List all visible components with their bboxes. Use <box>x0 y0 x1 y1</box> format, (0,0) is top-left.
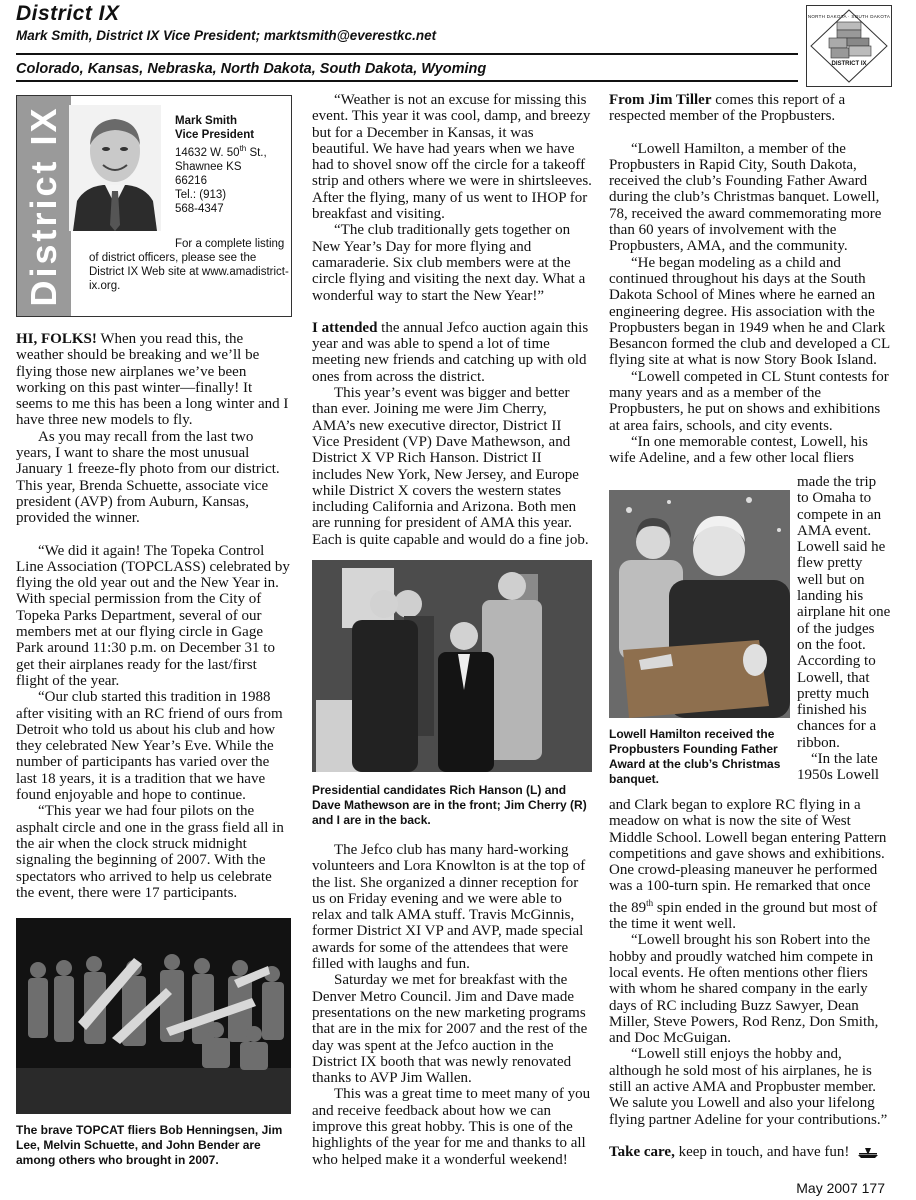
column-1 <box>16 331 292 901</box>
vp-name: Mark Smith <box>175 115 237 127</box>
vp-address: 14632 W. 50th St., <box>175 144 267 159</box>
district-vertical-title: District IX <box>23 105 64 307</box>
district-map-badge <box>806 5 892 87</box>
paragraph: HI, FOLKS! When you read this, the weather should be breaking and we’ll be flying those new airplanes we’ve been working on this past winter—finally! It seems to me this has been a long winter and I have three new models to fly. <box>16 331 289 429</box>
paragraph: “This year we had four pilots on the asphalt circle and one in the grass field all in the air when the clock struck midnight signaling the beginning of 2007. With the spectators who arrived to help us celebrate the event, there were 17 participants. <box>16 803 284 901</box>
topcat-photo-caption: The brave TOPCAT fliers Bob Henningsen, Jim Lee, Melvin Schuette, and John Bender are among others who brought in 2007. <box>16 1123 283 1167</box>
paragraph: Take care, keep in touch, and have fun! <box>609 1144 890 1160</box>
presidential-candidates-photo <box>312 560 592 772</box>
paragraph: “The club traditionally gets together on New Year’s Day for more flying and camaraderie. Six club members were at the circle flying and visiting the next day. What a wonderful way to start the New Year!” <box>312 222 586 304</box>
paragraph: “Lowell competed in CL Stunt contests for many years and as a member of the Propbusters, he put on shows and exhibitions at area fairs, schools, and city events. <box>609 368 889 434</box>
vp-contact-line: Mark Smith, District IX Vice President; marktsmith@everestkc.net <box>16 28 437 43</box>
column-2 <box>312 92 592 548</box>
ama-end-mark-icon <box>857 1147 879 1159</box>
paragraph: “Weather is not an excuse for missing this event. This year it was cool, damp, and breezy but for a December in Kansas, it was beautiful. We have had years when we have had to shovel snow off the circle for a takeoff strip and others where we were in shirtsleeves. After the flying, many of us went to IHOP for breakfast and visiting. <box>312 92 592 223</box>
candidates-photo-caption: Presidential candidates Rich Hanson (L) and Dave Mathewson are in the front; Jim Cherry (R) and I are in the back. <box>312 783 587 827</box>
paragraph: The Jefco club has many hard-working volunteers and Lora Knowlton is at the top of the list. She organized a dinner reception for us on Friday evening and we were able to relax and talk AMA stuff. Travis McGinnis, former District XI VP and AVP, made special awards for some of the attendees that were filled with laughs and fun. <box>312 842 586 973</box>
district-website-note: For a complete listing of district officers, please see the District IX Web site at www.amadistrict-ix.org. <box>89 238 289 292</box>
lowell-hamilton-photo <box>609 490 790 718</box>
paragraph: This year’s event was bigger and better than ever. Joining me were Jim Cherry, AMA’s new executive director, District II Vice President (VP) Dave Mathewson, and District X VP Rich Hanson. District II includes New York, New Jersey, and Europe while District X covers the western states including California and Arizona. Both men are running for president of AMA this year. Each is quite capable and would do a fine job. <box>312 385 589 548</box>
vp-phone: Tel.: (913) <box>175 188 227 201</box>
column-2-continued <box>312 842 592 1168</box>
vp-contact-block <box>175 114 287 216</box>
paragraph: “Our club started this tradition in 1988 after visiting with an RC friend of ours from Detroit who told us about his club and how they celebrated New Year’s Eve. While the number of participants has varied over the last 18 years, it is a tradition that we have found enjoyable and hope to continue. <box>16 689 283 804</box>
paragraph: Saturday we met for breakfast with the Denver Metro Council. Jim and Dave made presentations on the new marketing programs that are in the mix for 2007 and the rest of the day was spent at the Jefco auction in the District IX booth that was newly renovated thanks to AVP Jim Wallen. <box>312 972 588 1087</box>
district-title: District IX <box>16 2 120 25</box>
paragraph: I attended the annual Jefco auction again this year and was able to spend a lot of time meeting new friends and catching up with old ones from across the district. <box>312 319 589 385</box>
district-side-bar <box>17 96 71 316</box>
page-footer: May 2007 177 <box>796 1180 885 1196</box>
paragraph: “We did it again! The Topeka Control Line Association (TOPCLASS) celebrated by flying the old year out and the New Year in. With special permission from the City of Topeka Parks Department, several of our members met at our flying circle in Gage Park around 11:30 p.m. on December 31 to get their airplanes ready for the last/first flight of the year. <box>16 542 290 689</box>
paragraph: and Clark began to explore RC flying in a meadow on what is now the site of West Middle School. Lowell began entering Pattern competitions and gave shows and exhibitions. One crowd-pleasing maneuver he performed was a 100-turn spin. He remarked that once the 89th spin ended in the ground but most of the time it went well. <box>609 797 887 933</box>
text-wrap-beside-photo <box>797 474 891 784</box>
paragraph: “In one memorable contest, Lowell, his wife Adeline, and a few other local fliers <box>609 433 869 467</box>
vp-role: Vice President <box>175 129 255 141</box>
paragraph: “Lowell Hamilton, a member of the Propbusters in Rapid City, South Dakota, received the club’s Founding Father Award during the club’s Christmas banquet. Lowell, 78, received the award commemorating more than 60 years of involvement with the Propbusters, AMA, and the community. <box>609 140 882 255</box>
badge-top-text: NORTH DAKOTA · SOUTH DAKOTA <box>807 14 891 19</box>
vp-phone-number: 568-4347 <box>175 202 224 215</box>
header-divider-bottom <box>16 80 798 82</box>
paragraph: “Lowell brought his son Robert into the hobby and proudly watched him compete in local events. He often mentions other fliers with whom he shared company in the early days of RC including Buzz Sawyer, Dean Miller, Steve Powers, Rod Renz, Don Smith, and Doc McGuigan. <box>609 932 879 1047</box>
paragraph: “In the late 1950s Lowell <box>797 751 880 784</box>
paragraph: “He began modeling as a child and continued throughout his days at the South Dakota School of Mines where he earned an engineering degree. His association with the Propbusters began in 1949 when he and Clark Besancon formed the club and developed a CL flying site at what is now Story Book Island. <box>609 254 890 369</box>
district-states: Colorado, Kansas, Nebraska, North Dakota, South Dakota, Wyoming <box>16 61 487 77</box>
column-3-continued <box>609 797 890 1160</box>
paragraph: This was a great time to meet many of you and receive feedback about how we can improve this great hobby. This is one of the highlights of the year for me and thanks to all who helped make it a wonderful weekend! <box>312 1086 591 1168</box>
paragraph: “Lowell still enjoys the hobby and, although he sold most of his airplanes, he is still an active AMA and Propbuster member. We salute you Lowell and also your lifelong flying partner Adeline for your contributions.” <box>609 1046 888 1128</box>
paragraph: made the trip to Omaha to compete in an AMA event. Lowell said he flew pretty well but on landing his airplane hit one of the judges on the foot. According to Lowell, that pretty much finished his chances for a ribbon. <box>797 474 891 751</box>
lowell-photo-caption: Lowell Hamilton received the Propbusters Founding Father Award at the club’s Christmas banquet. <box>609 727 781 786</box>
vp-zip: 66216 <box>175 174 207 187</box>
paragraph: From Jim Tiller comes this report of a respected member of the Propbusters. <box>609 92 846 125</box>
topcat-night-photo <box>16 918 291 1114</box>
header-divider <box>16 53 798 55</box>
badge-label: DISTRICT IX <box>831 61 867 67</box>
vp-info-box <box>16 95 292 317</box>
paragraph: As you may recall from the last two years, I want to share the most unusual January 1 freeze-fly photo from our district. This year, Brenda Schuette, associate vice president (AVP) from Auburn, Kansas, provided the winner. <box>16 428 280 527</box>
vp-city: Shawnee KS <box>175 160 242 173</box>
vp-portrait-photo <box>69 105 161 231</box>
column-3 <box>609 92 890 467</box>
